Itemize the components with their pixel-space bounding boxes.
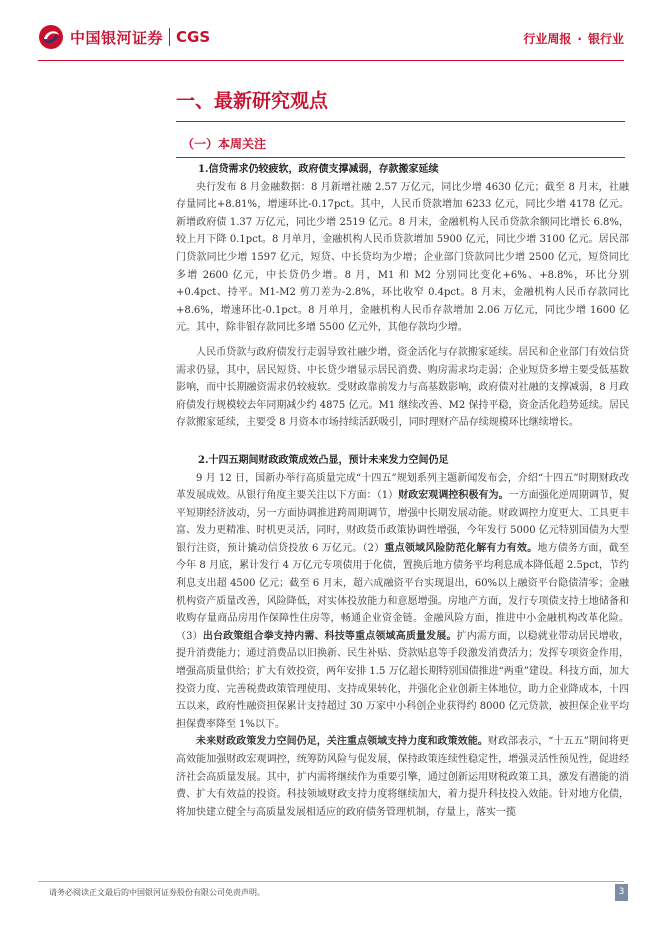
- text-run: 一方面强化逆周期调节，熨平短期经济波动，另一方面协调推进跨周期调节，增强中长期发展动能。财政调控力度更大、工具更丰富、发力更精准、时机更灵活，同时，财政货币政策协调性增强，今年发行 5000 亿元特别国债为大型银行注资，预计撬动信贷投放 6 万亿元。（2）: [176, 490, 630, 554]
- report-category: [523, 30, 624, 47]
- topic-heading-2: 2.十四五期间财政政策成效凸显，预计未来发力空间仍足: [198, 454, 449, 466]
- industry-label: 银行业: [587, 32, 624, 46]
- logo-divider: [169, 28, 170, 46]
- topic-heading-1: 1.信贷需求仍较疲软，政府债支撑减弱，存款搬家延续: [198, 164, 439, 175]
- bold-run: 未来财政政策发力空间仍足，关注重点领域支持力度和政策效能。: [196, 736, 488, 748]
- subsection-title: （一）本周关注: [182, 137, 267, 151]
- header-divider: [38, 60, 624, 61]
- bold-run: 出台政策组合拳支持内需、科技等重点领域高质量发展。: [202, 630, 457, 642]
- footer-disclaimer: 请务必阅读正文最后的中国银河证券股份有限公司免责声明。: [49, 888, 265, 897]
- logo-text-cn: 中国银河证券: [70, 28, 164, 47]
- paragraph-credit-data: 央行发布 8 月金融数据：8 月新增社融 2.57 万亿元，同比少增 4630 亿元；截至 8 月末，社融存量同比+8.81%，增速环比-0.17pct。其中，人民币贷款增加 6233 亿元，同比少增 4178 亿元。新增政府债 1.37 万亿元，同比少增 2519 亿元。8 月末，金融机构人民币贷款余额同比增长 6.8%，较上月下降 0.1pct。8 月单月，金融机构人民币贷款增加 5900 亿元，同比少增 3100 亿元。居民部门贷款同比少增 1597 亿元，短贷、中长贷均为少增；企业部门贷款同比少增 2500 亿元，短贷同比多增 2600 亿元，中长贷仍少增。8 月，M1 和 M2 分别同比变化+6%、+8.8%，环比分别+0.4pct、持平。M1-M2 剪刀差为-2.8%，环比收窄 0.4pct。8 月末，金融机构人民币存款同比+8.6%，增速环比-0.1pct。8 月单月，金融机构人民币存款增加 2.06 万亿元，同比少增 1600 亿元。其中，除非银存款同比多增 5500 亿元外，其他存款均少增。: [176, 181, 629, 334]
- bold-run: 重点领域风险防范化解有力有效。: [384, 542, 538, 554]
- header-separator: ·: [577, 32, 582, 46]
- paragraph-fiscal-policy: [176, 470, 629, 734]
- section-divider: [176, 121, 625, 122]
- cgs-logo: [38, 24, 210, 50]
- text-run: 扩内需方面，以稳就业带动居民增收，提升消费能力；通过消费品以旧换新、民生补贴、贷款贴息等手段激发消费活力；发挥专项资金作用，增强高质量供给；扩大有效投资，两年安排 1.5 万亿超长期特别国债推进“两重”建设。科技方面，加大投资力度、完善税费政策管理使用、支持成果转化，并强化企业创新主体地位，助力企业降成本，十四五以来，政府性融资担保累计支持超过 30 万家中小科创企业获得约 8000 亿元贷款，被担保企业平均担保费率降至 1%以下。: [176, 630, 630, 730]
- cgs-swirl-logo-icon: [38, 24, 64, 50]
- paragraph-outlook: [176, 733, 629, 821]
- bold-run: 财政宏观调控积极有为。: [398, 490, 509, 502]
- article-body: [176, 161, 629, 821]
- text-run: 9 月 12 日，国新办举行高质量完成“十四五”规划系列主题新闻发布会，介绍“十四五”时期财政改革发展成效。从银行角度主要关注以下方面：（1）: [176, 472, 629, 502]
- subsection-divider: [176, 157, 625, 158]
- logo-text-en: CGS: [176, 28, 211, 46]
- text-run: 财政部表示，“十五五”期间将更高效能加强财政宏观调控，统筹防风险与促发展，保持政策连续性稳定性，增强灵活性预见性，促进经济社会高质量发展。其中，扩内需将继续作为重要引擎，通过创新运用财税政策工具，激发有潜能的消费、扩大有效益的投资。科技领域财政支持力度将继续加大，着力提升科技投入效能。针对地方化债，将加快建立健全与高质量发展相适应的政府债务管理机制，存量上，落实一揽: [176, 736, 629, 818]
- report-type: 行业周报: [523, 32, 572, 46]
- footer-divider: [38, 881, 624, 882]
- page-header: [0, 0, 662, 72]
- text-run: 地方债务方面，截至今年 8 月底，累计发行 4 万亿元专项债用于化债，置换后地方债务平均利息成本降低超 2.5pct，节约利息支出超 4500 亿元；截至 6 月末，超六成融资平台实现退出，60%以上融资平台隐债清零；金融机构资产质量改善，风险降低，对实体投放能力和意愿增强。房地产方面，发行专项债支持土地储备和收购存量商品房用作保障性住房等，畅通企业资金链。金融风险方面，推进中小金融机构改革化险。（3）: [176, 542, 629, 642]
- paragraph-credit-analysis: 人民币贷款与政府债发行走弱导致社融少增，资金活化与存款搬家延续。居民和企业部门有效信贷需求仍显，其中，居民短贷、中长贷少增显示居民消费、购房需求均走弱；企业短贷多增主要受低基数影响，而中长期融资需求仍较疲软。受财政靠前发力与高基数影响，政府债对社融的支撑减弱，8 月政府债发行规模较去年同期减少约 4875 亿元。M1 继续改善、M2 保持平稳，资金活化趋势延续。居民存款搬家延续，主要受 8 月资本市场持续活跃吸引，同时理财产品存续规模环比继续增长。: [176, 346, 629, 429]
- page-number: 3: [615, 884, 628, 901]
- section-title: 一、最新研究观点: [176, 90, 329, 112]
